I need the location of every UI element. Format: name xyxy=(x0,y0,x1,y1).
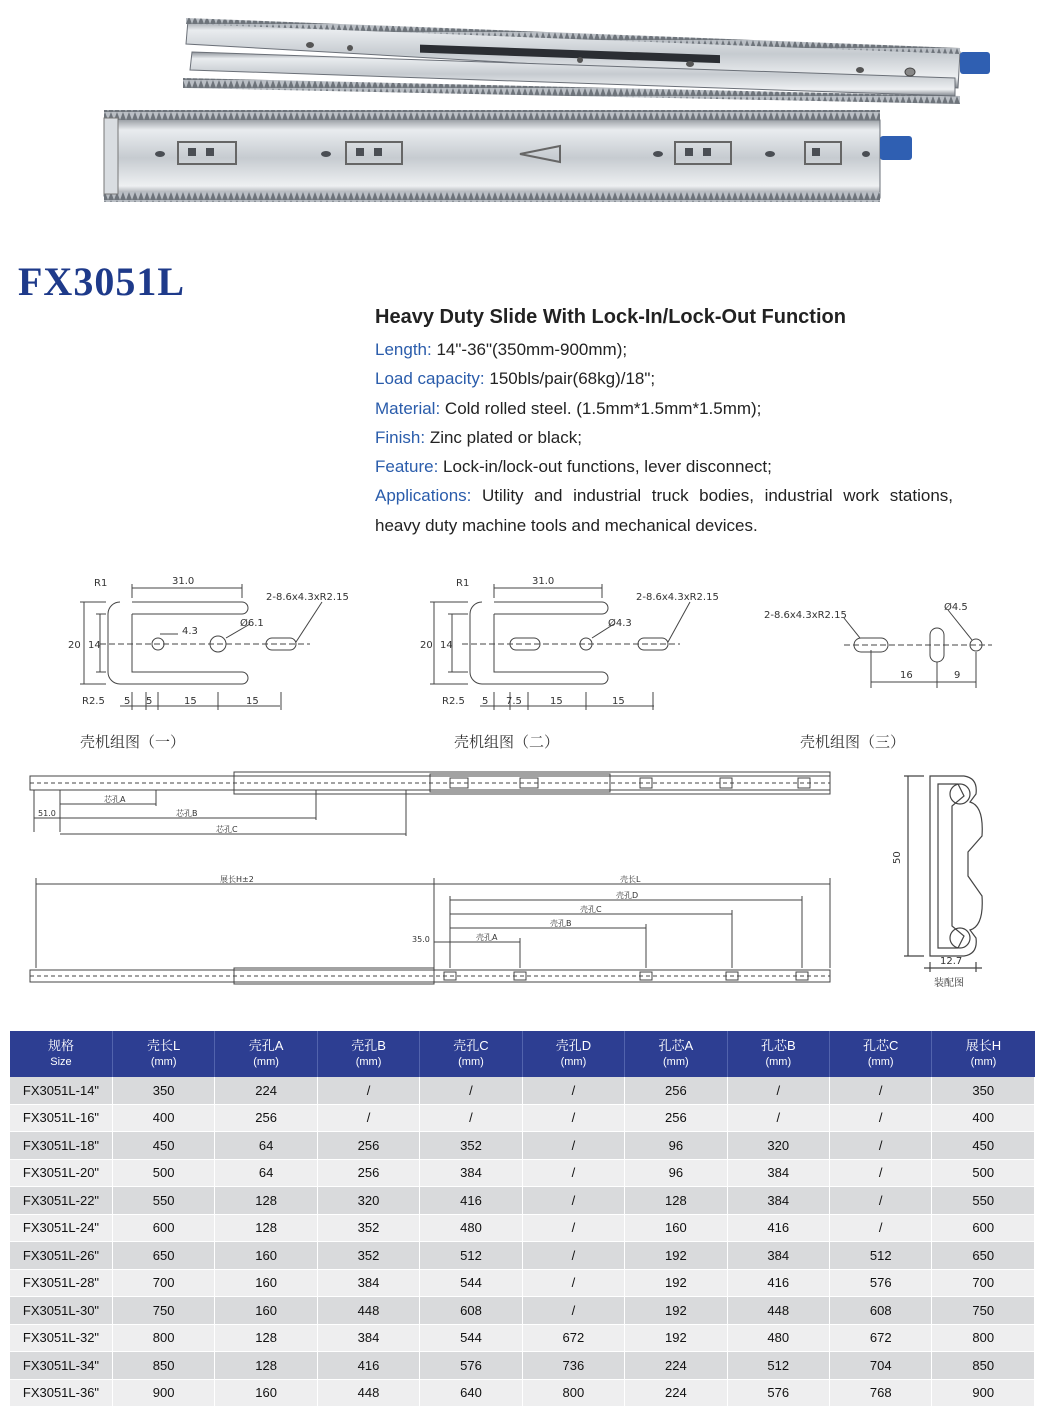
table-cell: 512 xyxy=(830,1242,932,1270)
table-cell: 400 xyxy=(932,1104,1035,1132)
table-cell: 416 xyxy=(317,1352,419,1380)
column-header-unit: (mm) xyxy=(560,1056,587,1068)
spec-block xyxy=(375,306,953,540)
table-cell: 350 xyxy=(932,1077,1035,1104)
table-cell: / xyxy=(830,1187,932,1215)
table-cell: 384 xyxy=(317,1324,419,1352)
dim-label: 50 xyxy=(892,851,903,864)
dim-label: 2-8.6x4.3xR2.15 xyxy=(764,610,847,621)
table-cell: 576 xyxy=(727,1379,829,1407)
dim-label: 31.0 xyxy=(532,576,555,587)
table-cell: 96 xyxy=(625,1132,727,1160)
dim-label: 15 xyxy=(184,696,197,707)
model-title: FX3051L xyxy=(18,259,185,304)
table-cell: 700 xyxy=(932,1269,1035,1297)
dim-label: 4.3 xyxy=(182,626,198,637)
table-cell: FX3051L-32" xyxy=(10,1324,112,1352)
dim-label: R2.5 xyxy=(442,696,465,707)
column-header-unit: (mm) xyxy=(867,1056,894,1068)
table-cell: / xyxy=(317,1104,419,1132)
spec-table xyxy=(10,1031,1035,1407)
dim-label: 12.7 xyxy=(940,956,963,967)
column-header-label: 壳孔D xyxy=(555,1038,592,1053)
table-cell: 550 xyxy=(112,1187,214,1215)
table-cell: 800 xyxy=(112,1324,214,1352)
slide-closed xyxy=(183,18,990,104)
lever-blue-bottom xyxy=(880,136,912,160)
table-cell: 900 xyxy=(932,1379,1035,1407)
table-cell: 352 xyxy=(420,1132,522,1160)
table-cell: FX3051L-24" xyxy=(10,1214,112,1242)
table-cell: 64 xyxy=(215,1132,317,1160)
dim-label: Ø4.3 xyxy=(608,618,632,629)
dim-label: 31.0 xyxy=(172,576,195,587)
table-header-row xyxy=(10,1031,1035,1077)
dim-label: 7.5 xyxy=(506,696,522,707)
column-header xyxy=(215,1031,317,1077)
side-view-closed xyxy=(20,762,840,842)
table-cell: / xyxy=(420,1077,522,1104)
table-cell: 64 xyxy=(215,1159,317,1187)
table-cell: 224 xyxy=(215,1077,317,1104)
table-cell: FX3051L-20" xyxy=(10,1159,112,1187)
table-body xyxy=(10,1077,1035,1407)
table-cell: / xyxy=(727,1077,829,1104)
spec-heading: Heavy Duty Slide With Lock-In/Lock-Out Function xyxy=(375,306,846,328)
table-cell: 256 xyxy=(625,1077,727,1104)
drawing-2-caption: 壳机组图（二） xyxy=(454,733,560,751)
column-header-unit: Size xyxy=(50,1056,72,1068)
table-cell: 600 xyxy=(112,1214,214,1242)
table-cell: 576 xyxy=(830,1269,932,1297)
column-header-label: 壳长L xyxy=(147,1038,181,1053)
table-cell: / xyxy=(522,1297,624,1325)
table-cell: 416 xyxy=(727,1214,829,1242)
table-cell: 256 xyxy=(625,1104,727,1132)
table-cell: FX3051L-30" xyxy=(10,1297,112,1325)
column-header-unit: (mm) xyxy=(355,1056,382,1068)
column-header-label: 孔芯B xyxy=(760,1038,796,1053)
table-cell: 512 xyxy=(420,1242,522,1270)
column-header-unit: (mm) xyxy=(253,1056,279,1068)
table-cell: 850 xyxy=(112,1352,214,1380)
spec-label: Length: xyxy=(375,340,432,359)
table-cell: 900 xyxy=(112,1379,214,1407)
table-row xyxy=(10,1297,1035,1325)
table-cell: 128 xyxy=(215,1214,317,1242)
dim-label: 壳孔D xyxy=(616,891,639,900)
table-cell: 352 xyxy=(317,1242,419,1270)
drawing-3-caption: 壳机组图（三） xyxy=(800,733,906,751)
dim-label: R1 xyxy=(94,578,108,589)
dim-label: 2-8.6x4.3xR2.15 xyxy=(266,592,349,603)
table-cell: 500 xyxy=(112,1159,214,1187)
spec-label: Applications: xyxy=(375,486,472,506)
table-cell: FX3051L-34" xyxy=(10,1352,112,1380)
table-cell: 608 xyxy=(420,1297,522,1325)
table-cell: 800 xyxy=(932,1324,1035,1352)
column-header xyxy=(830,1031,932,1077)
table-cell: 544 xyxy=(420,1269,522,1297)
table-cell: 384 xyxy=(727,1242,829,1270)
dim-label: 展长H±2 xyxy=(220,875,254,884)
table-cell: / xyxy=(522,1077,624,1104)
table-cell: 160 xyxy=(215,1379,317,1407)
table-cell: 96 xyxy=(625,1159,727,1187)
table-cell: 736 xyxy=(522,1352,624,1380)
table-cell: FX3051L-36" xyxy=(10,1379,112,1407)
table-cell: / xyxy=(522,1132,624,1160)
spec-applications xyxy=(375,481,953,540)
table-cell: 608 xyxy=(830,1297,932,1325)
spec-value: Zinc plated or black; xyxy=(429,427,582,447)
table-row xyxy=(10,1324,1035,1352)
table-cell: 650 xyxy=(932,1242,1035,1270)
dim-label: 5 xyxy=(146,696,153,707)
table-cell: 192 xyxy=(625,1324,727,1352)
drawing-1-caption: 壳机组图（一） xyxy=(80,733,186,751)
dim-label: 20 xyxy=(68,640,81,651)
spec-value: Utility and industrial truck bodies, industrial work stations, heavy duty machine tools and mechanical devices. xyxy=(375,486,954,535)
column-header xyxy=(522,1031,624,1077)
column-header-label: 壳孔B xyxy=(351,1038,386,1053)
table-cell: 320 xyxy=(317,1187,419,1215)
spec-load xyxy=(375,364,953,393)
table-cell: FX3051L-18" xyxy=(10,1132,112,1160)
table-cell: 672 xyxy=(830,1324,932,1352)
spec-label: Material: xyxy=(375,398,441,418)
column-header-unit: (mm) xyxy=(663,1056,689,1068)
spec-value: Lock-in/lock-out functions, lever disconnect; xyxy=(443,457,772,477)
table-cell: / xyxy=(830,1214,932,1242)
table-cell: 416 xyxy=(727,1269,829,1297)
table-cell: 160 xyxy=(215,1269,317,1297)
dim-label: 5 xyxy=(124,696,131,707)
table-cell: FX3051L-16" xyxy=(10,1104,112,1132)
table-cell: 448 xyxy=(727,1297,829,1325)
spec-value: 150bls/pair(68kg)/18"; xyxy=(489,369,656,389)
table-row xyxy=(10,1379,1035,1407)
column-header-label: 壳孔A xyxy=(248,1038,284,1053)
spec-label: Feature: xyxy=(375,457,439,477)
table-row xyxy=(10,1352,1035,1380)
table-cell: 160 xyxy=(625,1214,727,1242)
dim-label: 2-8.6x4.3xR2.15 xyxy=(636,592,719,603)
spec-label: Finish: xyxy=(375,427,426,447)
table-row xyxy=(10,1187,1035,1215)
table-cell: / xyxy=(317,1077,419,1104)
table-cell: 480 xyxy=(420,1214,522,1242)
dim-label: 9 xyxy=(954,670,961,681)
column-header-unit: (mm) xyxy=(765,1056,792,1068)
table-cell: 600 xyxy=(932,1214,1035,1242)
column-header xyxy=(727,1031,829,1077)
dim-label: Ø4.5 xyxy=(944,602,968,613)
table-cell: 384 xyxy=(727,1187,829,1215)
table-cell: 128 xyxy=(215,1324,317,1352)
table-cell: / xyxy=(830,1077,932,1104)
column-header-label: 孔芯C xyxy=(863,1038,899,1053)
table-cell: 550 xyxy=(932,1187,1035,1215)
column-header-label: 展长H xyxy=(965,1038,1002,1053)
dim-label: 壳孔B xyxy=(550,919,572,928)
table-row xyxy=(10,1159,1035,1187)
table-cell: 700 xyxy=(112,1269,214,1297)
column-header-label: 孔芯A xyxy=(658,1038,694,1053)
dim-label: Ø6.1 xyxy=(240,618,264,629)
table-cell: 256 xyxy=(317,1132,419,1160)
column-header xyxy=(932,1031,1035,1077)
table-row xyxy=(10,1104,1035,1132)
dim-label: 芯孔C xyxy=(216,825,238,834)
table-cell: 224 xyxy=(625,1352,727,1380)
product-photo xyxy=(0,0,1041,230)
table-cell: 400 xyxy=(112,1104,214,1132)
table-cell: 450 xyxy=(112,1132,214,1160)
table-cell: 544 xyxy=(420,1324,522,1352)
dim-label: R1 xyxy=(456,578,470,589)
table-cell: 672 xyxy=(522,1324,624,1352)
table-cell: 768 xyxy=(830,1379,932,1407)
table-cell: / xyxy=(522,1269,624,1297)
column-header xyxy=(112,1031,214,1077)
dim-label: 20 xyxy=(420,640,433,651)
table-cell: 352 xyxy=(317,1214,419,1242)
side-view-extended xyxy=(20,870,840,990)
dim-label: R2.5 xyxy=(82,696,105,707)
table-cell: FX3051L-14" xyxy=(10,1077,112,1104)
column-header-unit: (mm) xyxy=(458,1056,484,1068)
dim-label: 16 xyxy=(900,670,913,681)
dim-label: 壳孔A xyxy=(476,933,498,942)
table-cell: / xyxy=(522,1104,624,1132)
table-cell: 750 xyxy=(932,1297,1035,1325)
dim-label: 15 xyxy=(612,696,625,707)
table-cell: 650 xyxy=(112,1242,214,1270)
table-cell: / xyxy=(830,1132,932,1160)
table-cell: 192 xyxy=(625,1297,727,1325)
drawing-3 xyxy=(760,590,1020,700)
table-cell: 384 xyxy=(727,1159,829,1187)
column-header-unit: (mm) xyxy=(970,1056,997,1068)
dim-label: 51.0 xyxy=(38,809,56,818)
table-cell: 192 xyxy=(625,1242,727,1270)
table-cell: FX3051L-22" xyxy=(10,1187,112,1215)
table-cell: / xyxy=(522,1214,624,1242)
table-cell: / xyxy=(830,1104,932,1132)
spec-finish xyxy=(375,423,953,452)
drawing-2 xyxy=(418,572,738,722)
table-cell: 224 xyxy=(625,1379,727,1407)
lever-blue-top xyxy=(960,52,990,74)
table-cell: / xyxy=(830,1159,932,1187)
table-cell: 384 xyxy=(420,1159,522,1187)
dim-label: 15 xyxy=(246,696,259,707)
dim-label: 壳长L xyxy=(620,875,641,884)
column-header-unit: (mm) xyxy=(150,1056,177,1068)
table-cell: 850 xyxy=(932,1352,1035,1380)
column-header xyxy=(625,1031,727,1077)
table-cell: 450 xyxy=(932,1132,1035,1160)
dim-label: 14 xyxy=(88,640,101,651)
table-row xyxy=(10,1077,1035,1104)
spec-material xyxy=(375,394,953,423)
column-header-label: 规格 xyxy=(47,1038,74,1053)
table-cell: 320 xyxy=(727,1132,829,1160)
table-cell: 192 xyxy=(625,1269,727,1297)
table-cell: 500 xyxy=(932,1159,1035,1187)
dim-label: 35.0 xyxy=(412,935,430,944)
column-header xyxy=(317,1031,419,1077)
table-cell: 256 xyxy=(317,1159,419,1187)
table-cell: 750 xyxy=(112,1297,214,1325)
table-row xyxy=(10,1132,1035,1160)
dim-label: 壳孔C xyxy=(580,905,602,914)
table-cell: 448 xyxy=(317,1297,419,1325)
table-cell: 128 xyxy=(625,1187,727,1215)
spec-feature xyxy=(375,452,953,481)
table-cell: 384 xyxy=(317,1269,419,1297)
table-cell: / xyxy=(522,1159,624,1187)
table-cell: FX3051L-28" xyxy=(10,1269,112,1297)
table-cell: 512 xyxy=(727,1352,829,1380)
table-cell: 128 xyxy=(215,1352,317,1380)
dim-label: 15 xyxy=(550,696,563,707)
table-cell: / xyxy=(727,1104,829,1132)
table-cell: 416 xyxy=(420,1187,522,1215)
table-cell: / xyxy=(522,1242,624,1270)
cross-section xyxy=(894,766,1014,992)
dim-label: 芯孔A xyxy=(104,795,126,804)
spec-label: Load capacity: xyxy=(375,369,485,389)
spec-value: 14"-36"(350mm-900mm); xyxy=(436,340,628,359)
table-cell: 640 xyxy=(420,1379,522,1407)
column-header xyxy=(420,1031,522,1077)
slide-side-view xyxy=(104,110,912,202)
column-header xyxy=(10,1031,112,1077)
table-row xyxy=(10,1269,1035,1297)
table-cell: 800 xyxy=(522,1379,624,1407)
table-cell: 350 xyxy=(112,1077,214,1104)
dim-label: 14 xyxy=(440,640,453,651)
table-row xyxy=(10,1242,1035,1270)
table-cell: FX3051L-26" xyxy=(10,1242,112,1270)
table-cell: 256 xyxy=(215,1104,317,1132)
table-cell: / xyxy=(522,1187,624,1215)
table-cell: 160 xyxy=(215,1242,317,1270)
table-cell: 576 xyxy=(420,1352,522,1380)
table-cell: / xyxy=(420,1104,522,1132)
table-cell: 704 xyxy=(830,1352,932,1380)
spec-value: Cold rolled steel. (1.5mm*1.5mm*1.5mm); xyxy=(444,398,762,418)
spec-length xyxy=(375,335,953,364)
drawing-1 xyxy=(60,572,370,722)
table-cell: 448 xyxy=(317,1379,419,1407)
dim-label: 5 xyxy=(482,696,489,707)
table-cell: 480 xyxy=(727,1324,829,1352)
table-cell: 128 xyxy=(215,1187,317,1215)
cross-section-caption: 装配图 xyxy=(934,978,964,989)
column-header-label: 壳孔C xyxy=(453,1038,489,1053)
dim-label: 芯孔B xyxy=(176,809,198,818)
table-row xyxy=(10,1214,1035,1242)
table-cell: 160 xyxy=(215,1297,317,1325)
